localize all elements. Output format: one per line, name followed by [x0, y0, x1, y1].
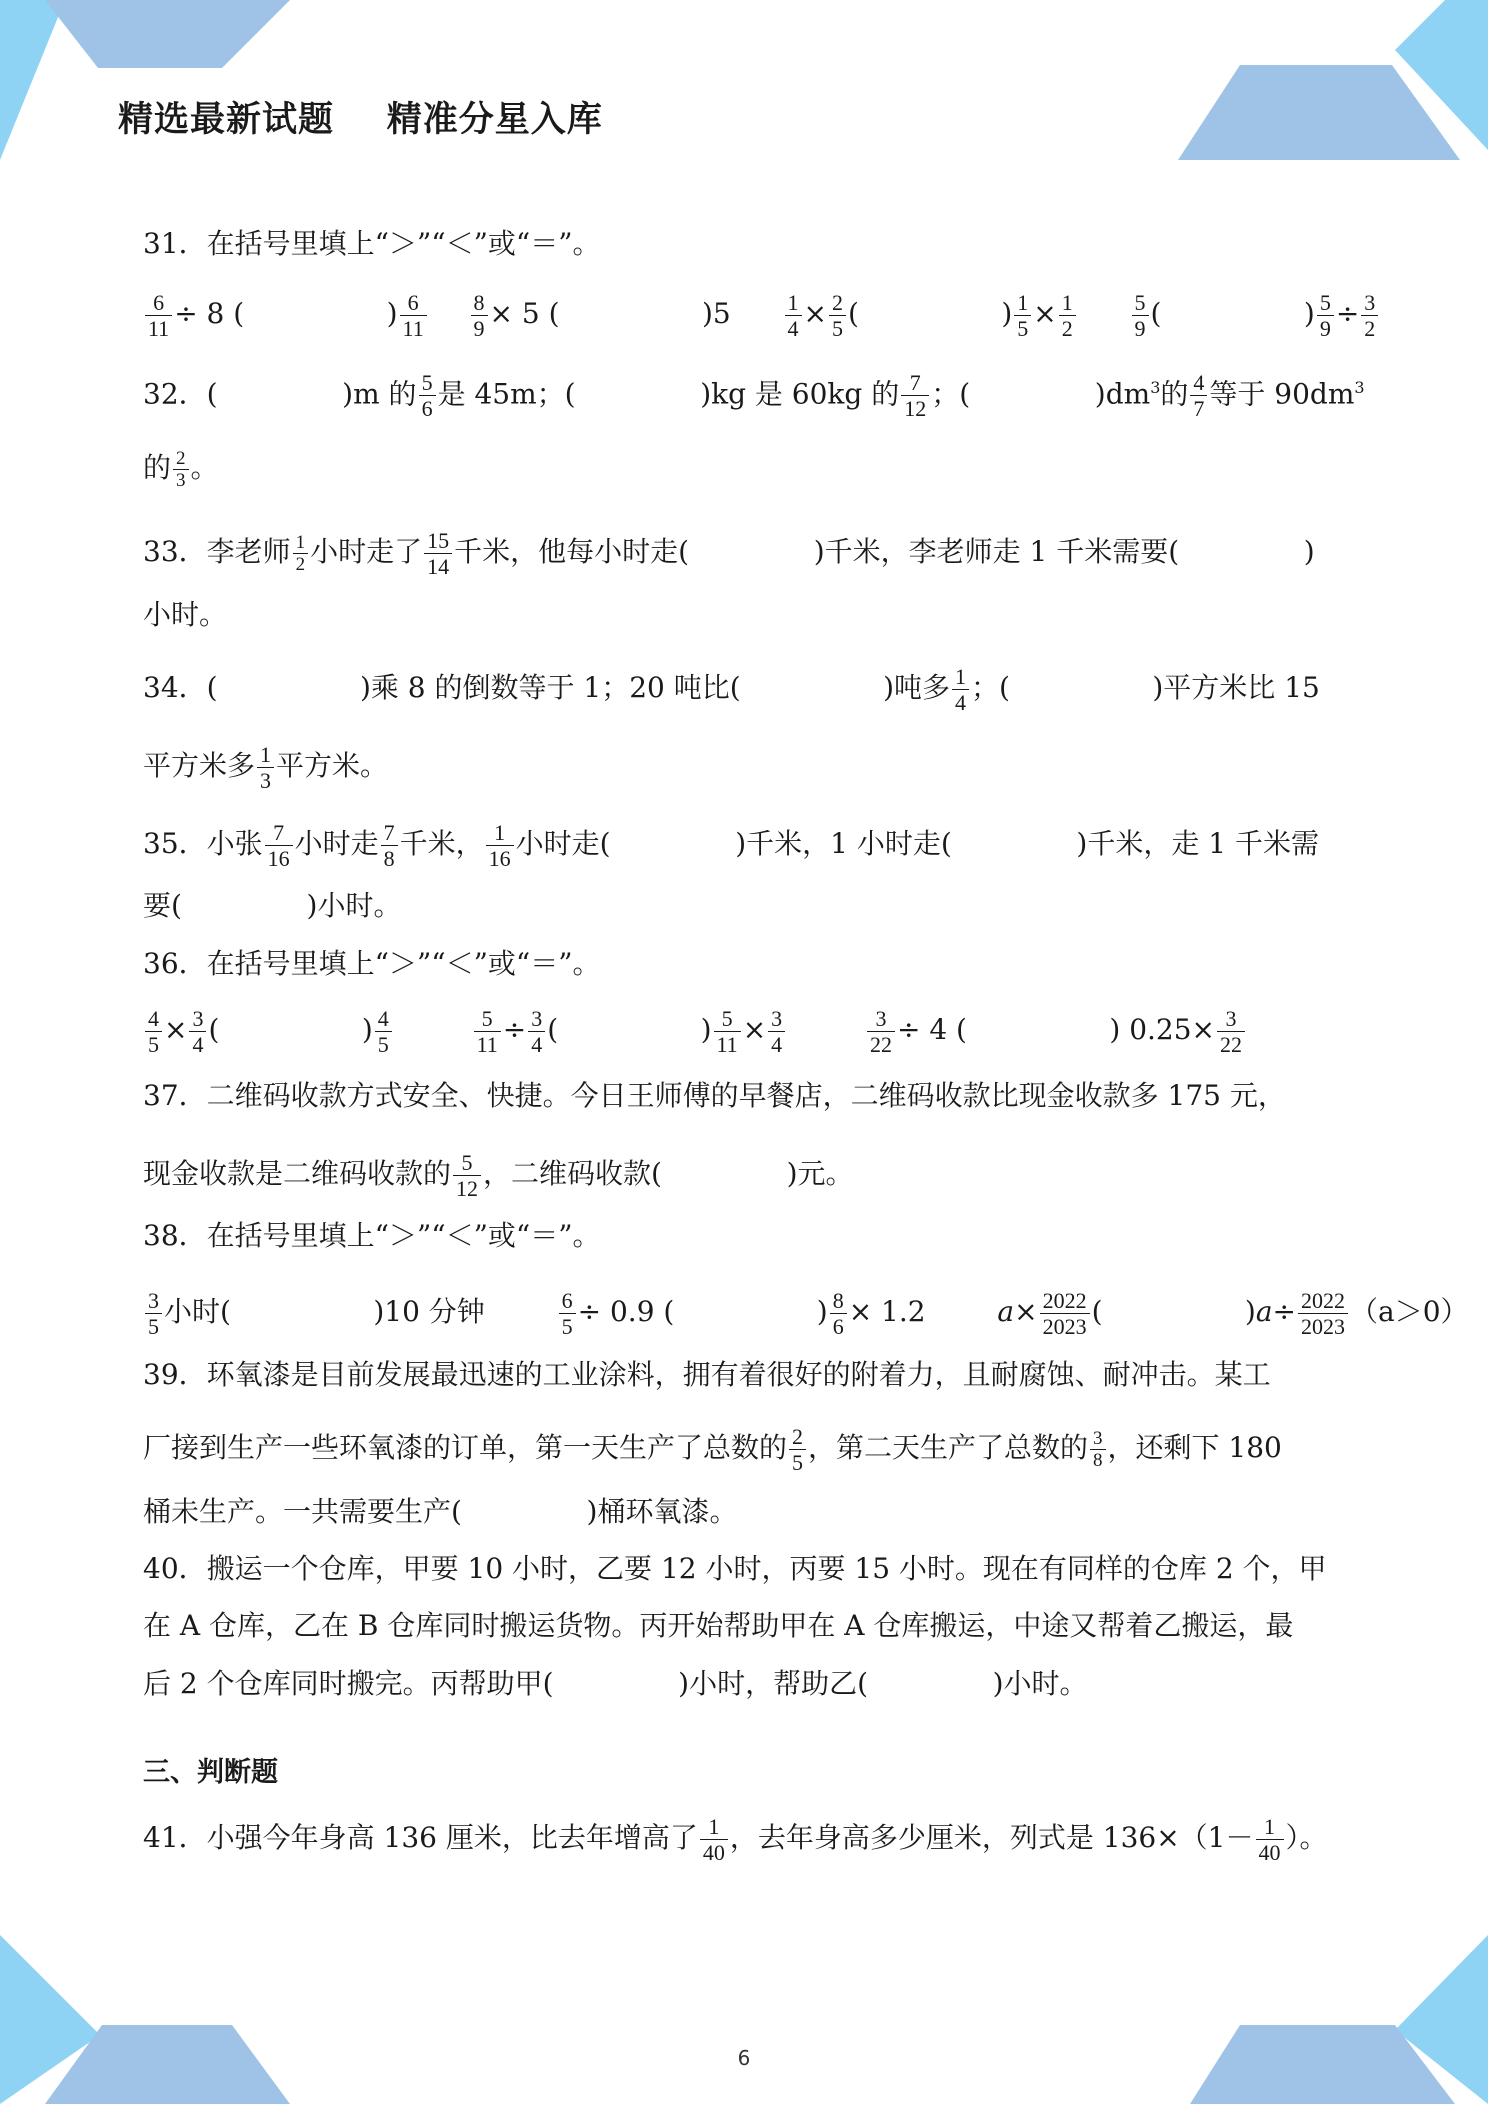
answer-blank[interactable] [218, 377, 343, 410]
fraction: $\frac{1}{40}$ [700, 1814, 728, 1865]
answer-blank[interactable] [218, 671, 360, 704]
fraction: $\frac{5}{9}$ [1132, 290, 1149, 341]
answer-blank[interactable] [1103, 1295, 1245, 1328]
top-left-triangle [0, 0, 65, 160]
fraction: $\frac{2022}{2023}$ [1298, 1288, 1348, 1339]
question-38-items: $\frac{3}{5}$ 小时( )10 分钟 $\frac{6}{5}$ ÷ 0.9 ( ) $\frac{8}{6}$ × 1.2 a× $\frac{2022}{2023}$ ( )a÷ $\frac{2022}{2023}$ （a＞0） [143, 1288, 1469, 1339]
answer-blank[interactable] [560, 297, 702, 330]
fraction: $\frac{3}{22}$ [1217, 1006, 1245, 1057]
question-40-line-3: 后 2 个仓库同时搬完。丙帮助甲( )小时，帮助乙( )小时。 [143, 1667, 1088, 1700]
answer-blank[interactable] [868, 1667, 993, 1700]
question-34-line-1: 34．( )乘 8 的倒数等于 1；20 吨比( )吨多 $\frac{1}{4}$ ；( )平方米比 15 [143, 664, 1320, 715]
fraction: $\frac{2}{5}$ [829, 290, 846, 341]
answer-blank[interactable] [674, 1295, 816, 1328]
fraction: $\frac{4}{5}$ [145, 1006, 162, 1057]
page-number: 6 [737, 2046, 751, 2070]
question-39-line-1: 39．环氧漆是目前发展最迅速的工业涂料，拥有着很好的附着力，且耐腐蚀、耐冲击。某工 [143, 1358, 1271, 1391]
question-33-line-1: 33．李老师 $\frac{1}{2}$ 小时走了 $\frac{15}{14}$ 千米，他每小时走( )千米，李老师走 1 千米需要( ) [143, 528, 1315, 579]
fraction: $\frac{2022}{2023}$ [1040, 1288, 1090, 1339]
question-40-line-2: 在 A 仓库，乙在 B 仓库同时搬运货物。丙开始帮助甲在 A 仓库搬运，中途又帮着乙搬运，最 [143, 1609, 1294, 1642]
fraction: $\frac{1}{2}$ [1059, 290, 1076, 341]
question-35-line-1: 35．小张 $\frac{7}{16}$ 小时走 $\frac{7}{8}$ 千米， $\frac{1}{16}$ 小时走( )千米，1 小时走( )千米，走 1 千米需 [143, 820, 1319, 871]
fraction: $\frac{5}{9}$ [1317, 290, 1334, 341]
answer-blank[interactable] [558, 1013, 700, 1046]
question-40-line-1: 40．搬运一个仓库，甲要 10 小时，乙要 12 小时，丙要 15 小时。现在有同样的仓库 2 个，甲 [143, 1552, 1327, 1585]
question-34-line-2: 平方米多 $\frac{1}{3}$ 平方米。 [143, 742, 389, 793]
fraction: $\frac{5}{11}$ [474, 1006, 501, 1057]
answer-blank[interactable] [689, 535, 814, 568]
question-31-prompt: 31．在括号里填上“＞”“＜”或“＝”。 [143, 227, 601, 260]
fraction: $\frac{3}{5}$ [145, 1288, 162, 1339]
fraction: $\frac{5}{6}$ [419, 370, 436, 421]
fraction: $\frac{1}{4}$ [785, 290, 802, 341]
answer-blank[interactable] [952, 827, 1077, 860]
fraction: $\frac{15}{14}$ [424, 528, 452, 579]
fraction: $\frac{1}{5}$ [1014, 290, 1031, 341]
answer-blank[interactable] [1161, 297, 1303, 330]
fraction: $\frac{1}{16}$ [486, 820, 514, 871]
answer-blank[interactable] [970, 377, 1095, 410]
answer-blank[interactable] [662, 1157, 787, 1190]
fraction: $\frac{1}{3}$ [257, 742, 274, 793]
fraction: $\frac{4}{5}$ [375, 1006, 392, 1057]
section-title-judgement: 三、判断题 [143, 1757, 278, 1788]
fraction: $\frac{6}{11}$ [400, 290, 427, 341]
answer-blank[interactable] [554, 1667, 679, 1700]
question-36-prompt: 36．在括号里填上“＞”“＜”或“＝”。 [143, 947, 601, 980]
question-31-items: $\frac{6}{11}$ ÷ 8 ( ) $\frac{6}{11}$ $\frac{8}{9}$ × 5 ( )5 $\frac{1}{4}$ × $\frac{2}{5}$ ( ) $\frac{1}{5}$ × $\frac{1}{2}$ $\frac{5}{9}$ ( ) $\frac{5}{9}$ ÷ $\frac{3}{2}$ [143, 290, 1380, 341]
fraction: $\frac{3}{4}$ [768, 1006, 785, 1057]
question-38-prompt: 38．在括号里填上“＞”“＜”或“＝”。 [143, 1219, 601, 1252]
question-39-line-2: 厂接到生产一些环氧漆的订单，第一天生产了总数的 $\frac{2}{5}$ ，第二天生产了总数的 $\frac{3}{8}$ ，还剩下 180 [143, 1424, 1282, 1475]
question-39-line-3: 桶未生产。一共需要生产( )桶环氧漆。 [143, 1495, 738, 1528]
fraction: $\frac{6}{5}$ [559, 1288, 576, 1339]
fraction: $\frac{7}{16}$ [265, 820, 293, 871]
question-37-line-2: 现金收款是二维码收款的 $\frac{5}{12}$ ，二维码收款( )元。 [143, 1150, 854, 1201]
fraction: $\frac{5}{12}$ [453, 1150, 481, 1201]
fraction: $\frac{3}{4}$ [189, 1006, 206, 1057]
fraction: $\frac{2}{3}$ [173, 448, 189, 491]
fraction: $\frac{7}{8}$ [381, 820, 398, 871]
answer-blank[interactable] [231, 1295, 373, 1328]
question-41: 41．小强今年身高 136 厘米，比去年增高了 $\frac{1}{40}$ ，去年身高多少厘米，列式是 136×（1－ $\frac{1}{40}$ ）。 [143, 1814, 1328, 1865]
answer-blank[interactable] [244, 297, 386, 330]
fraction: $\frac{3}{22}$ [867, 1006, 895, 1057]
fraction: $\frac{3}{8}$ [1090, 1428, 1106, 1471]
fraction: $\frac{2}{5}$ [789, 1424, 806, 1475]
fraction: $\frac{1}{40}$ [1256, 1814, 1284, 1865]
question-32-line-1: 32．( )m 的 $\frac{5}{6}$ 是 45m；( )kg 是 60kg 的 $\frac{7}{12}$ ；( )$dm^3$的 $\frac{4}{7}$ 等于 $90dm^3$ [143, 370, 1365, 422]
question-35-line-2: 要( )小时。 [143, 889, 402, 922]
fraction: $\frac{3}{2}$ [1361, 290, 1378, 341]
question-32-line-2: 的 $\frac{2}{3}$ 。 [143, 448, 219, 491]
top-right-trapezoid [1178, 65, 1460, 160]
question-33-line-2: 小时。 [143, 598, 228, 631]
top-left-trapezoid [45, 0, 290, 68]
header-title: 精选最新试题 精准分星入库 [118, 100, 603, 140]
answer-blank[interactable] [1010, 671, 1152, 704]
fraction: $\frac{4}{7}$ [1190, 370, 1207, 421]
fraction: $\frac{8}{6}$ [830, 1288, 847, 1339]
fraction: $\frac{8}{9}$ [471, 290, 488, 341]
answer-blank[interactable] [182, 889, 307, 922]
fraction: $\frac{5}{11}$ [714, 1006, 741, 1057]
answer-blank[interactable] [967, 1013, 1109, 1046]
fraction: $\frac{7}{12}$ [901, 370, 929, 421]
answer-blank[interactable] [611, 827, 736, 860]
fraction: $\frac{1}{2}$ [293, 532, 309, 575]
question-37-line-1: 37．二维码收款方式安全、快捷。今日王师傅的早餐店，二维码收款比现金收款多 175 元， [143, 1079, 1286, 1112]
answer-blank[interactable] [1179, 535, 1304, 568]
answer-blank[interactable] [219, 1013, 361, 1046]
answer-blank[interactable] [462, 1495, 587, 1528]
answer-blank[interactable] [741, 671, 883, 704]
fraction: $\frac{6}{11}$ [145, 290, 172, 341]
answer-blank[interactable] [859, 297, 1001, 330]
question-36-items: $\frac{4}{5}$ × $\frac{3}{4}$ ( ) $\frac{4}{5}$ $\frac{5}{11}$ ÷ $\frac{3}{4}$ ( ) $\frac{5}{11}$ × $\frac{3}{4}$ $\frac{3}{22}$ ÷ 4 ( ) 0.25× $\frac{3}{22}$ [143, 1006, 1247, 1057]
fraction: $\frac{3}{4}$ [528, 1006, 545, 1057]
fraction: $\frac{1}{4}$ [952, 664, 969, 715]
answer-blank[interactable] [576, 377, 701, 410]
